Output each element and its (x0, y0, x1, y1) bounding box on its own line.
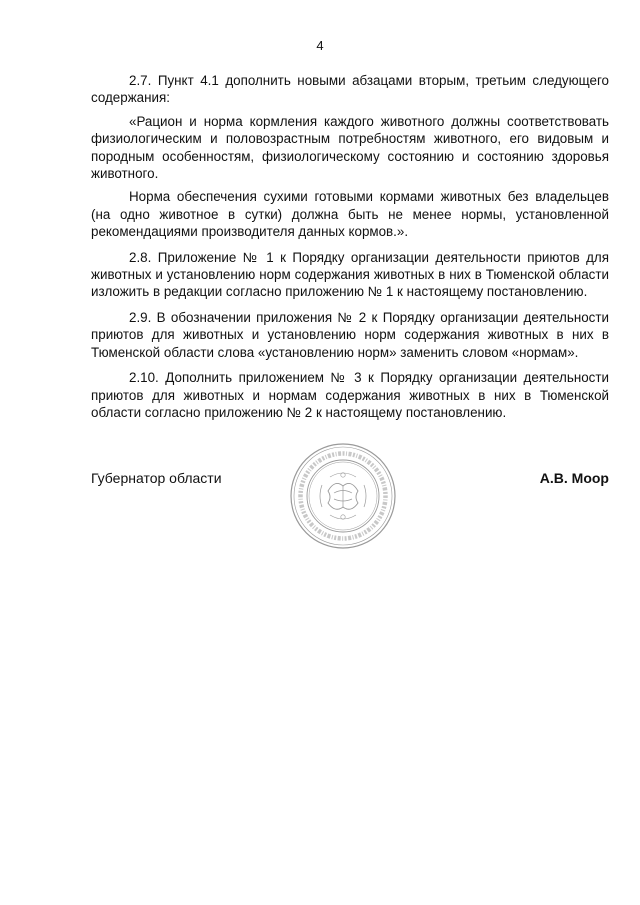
paragraph-ration: «Рацион и норма кормления каждого животного должны соответствовать физиологическим и половозрастным потребностям животного, его видовым и породным особенностям, физиологическому состоянию и состоянию здоровья животного. (91, 113, 609, 182)
paragraph-2-8: 2.8. Приложение № 1 к Порядку организации деятельности приютов для животных и установлению норм содержания животных в них в Тюменской области изложить в редакции согласно приложению № 1 к настоящему постановлению. (91, 249, 609, 300)
paragraph-feed-norm: Норма обеспечения сухими готовыми кормами животных без владельцев (на одно животное в сутки) должна быть не менее нормы, установленной рекомендациями производителя данных кормов.». (91, 189, 609, 240)
paragraph-2-10: 2.10. Дополнить приложением № 3 к Порядку организации деятельности приютов для животных и нормам содержания животных в них в Тюменской области согласно приложению № 2 к настоящему постановлению. (91, 370, 609, 420)
paragraph-2-7: 2.7. Пункт 4.1 дополнить новыми абзацами вторым, третьим следующего содержания: (91, 73, 609, 106)
signatory-name: А.В. Моор (539, 470, 609, 486)
document-body (91, 72, 609, 427)
signatory-title: Губернатор области (91, 470, 222, 486)
official-seal-icon (288, 441, 398, 551)
page-number: 4 (316, 38, 324, 53)
paragraph-2-9: 2.9. В обозначении приложения № 2 к Порядку организации деятельности приютов для животных и установлению норм содержания животных в них в Тюменской области слова «установлению норм» заменить словом «нормам». (91, 309, 609, 360)
